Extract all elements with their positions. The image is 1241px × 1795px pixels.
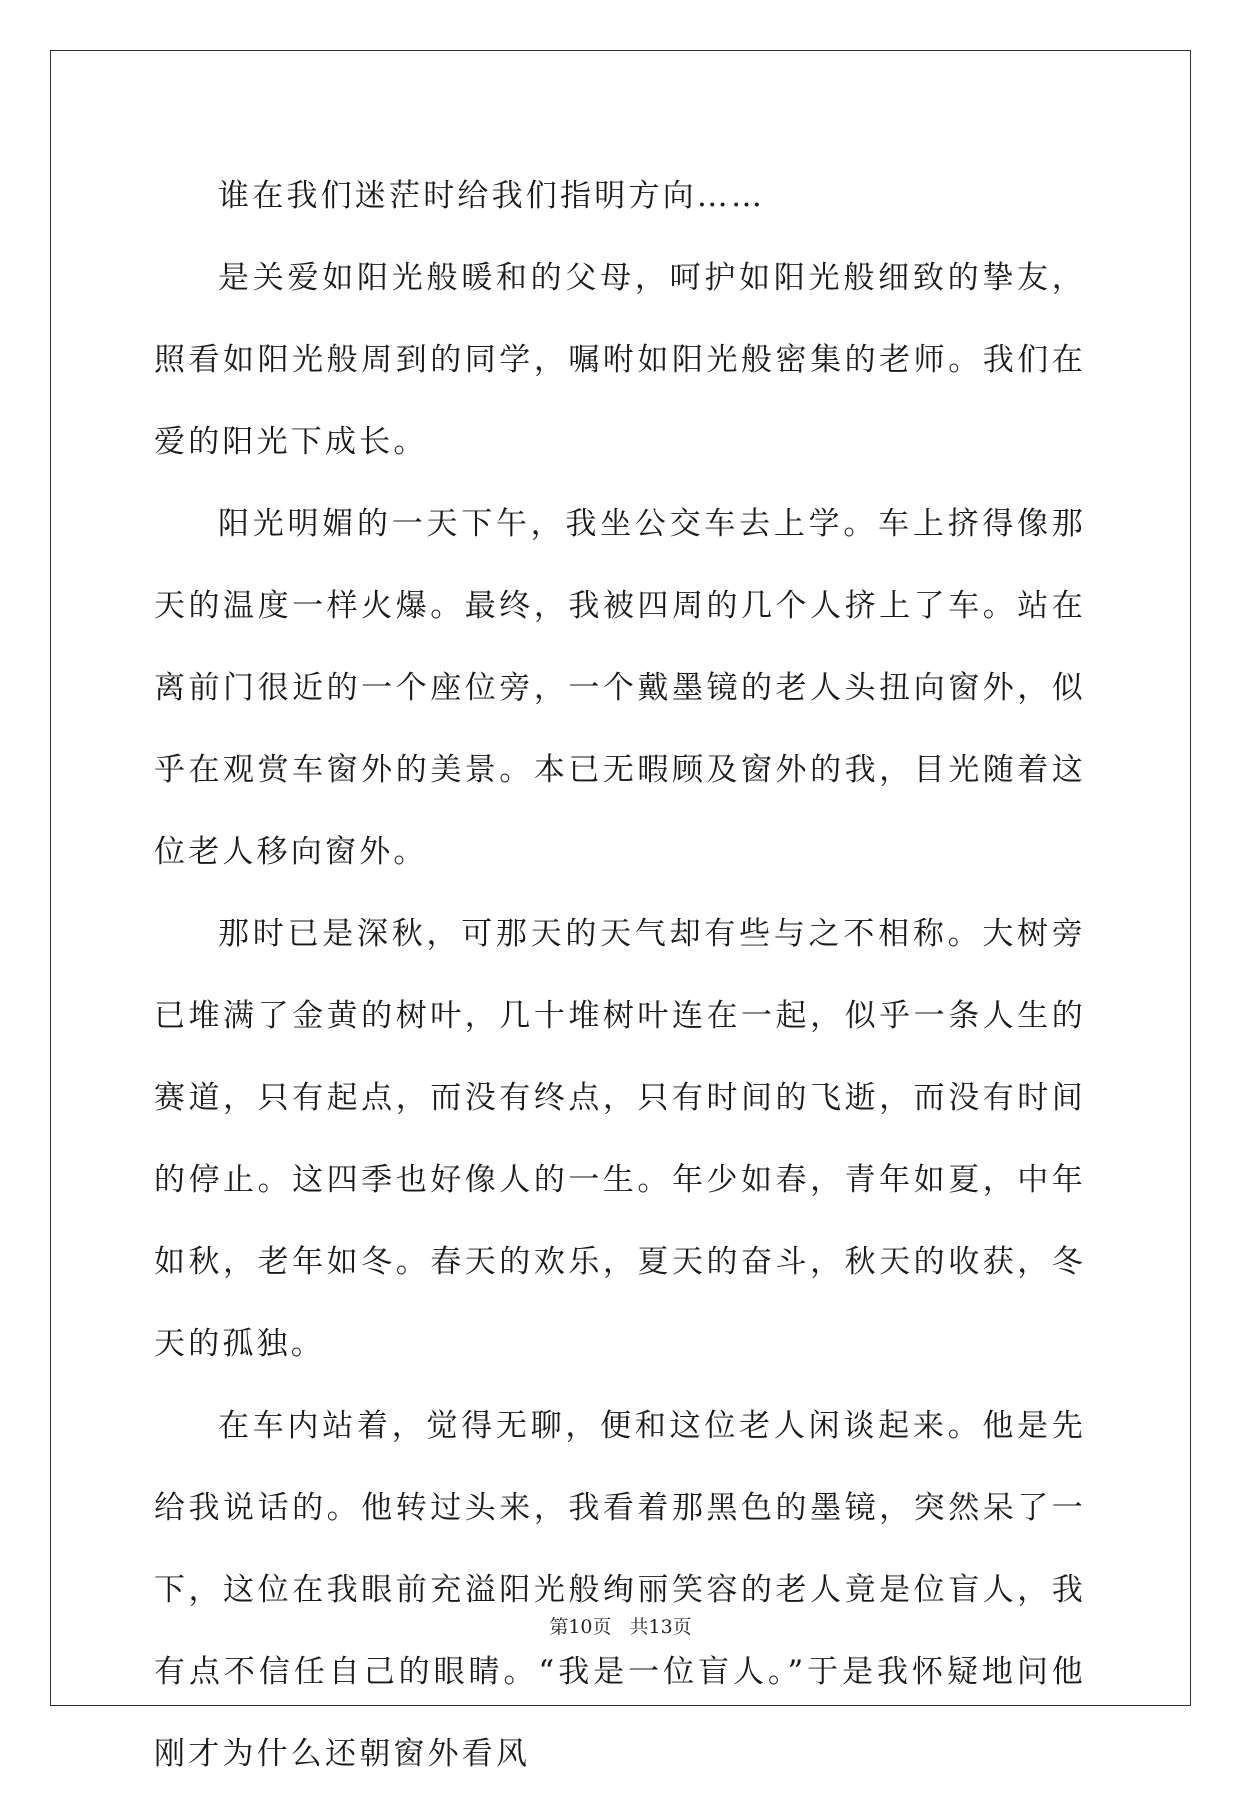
paragraph: 阳光明媚的一天下午，我坐公交车去上学。车上挤得像那天的温度一样火爆。最终，我被四周的几个人挤上了车。站在离前门很近的一个座位旁，一个戴墨镜的老人头扭向窗外，似乎在观赏车窗外的美景。本已无暇顾及窗外的我，目光随着这位老人移向窗外。 — [154, 506, 1086, 870]
page-number: 第10页 — [549, 1616, 612, 1638]
paragraph: 在车内站着，觉得无聊，便和这位老人闲谈起来。他是先给我说话的。他转过头来，我看着那黑色的墨镜，突然呆了一下，这位在我眼前充溢阳光般绚丽笑容的老人竟是位盲人，我有点不信任自己的眼睛。“我是一位盲人。”于是我怀疑地问他刚才为什么还朝窗外看风 — [154, 1408, 1086, 1772]
page-total: 共13页 — [629, 1616, 692, 1638]
page-footer — [0, 1612, 1241, 1639]
paragraph: 谁在我们迷茫时给我们指明方向…… — [218, 178, 766, 214]
paragraph: 那时已是深秋，可那天的天气却有些与之不相称。大树旁已堆满了金黄的树叶，几十堆树叶连在一起，似乎一条人生的赛道，只有起点，而没有终点，只有时间的飞逝，而没有时间的停止。这四季也好像人的一生。年少如春，青年如夏，中年如秋，老年如冬。春天的欢乐，夏天的奋斗，秋天的收获，冬天的孤独。 — [154, 916, 1086, 1362]
document-body — [154, 155, 1086, 1795]
paragraph: 是关爱如阳光般暖和的父母，呵护如阳光般细致的挚友，照看如阳光般周到的同学，嘱咐如阳光般密集的老师。我们在爱的阳光下成长。 — [154, 260, 1086, 460]
